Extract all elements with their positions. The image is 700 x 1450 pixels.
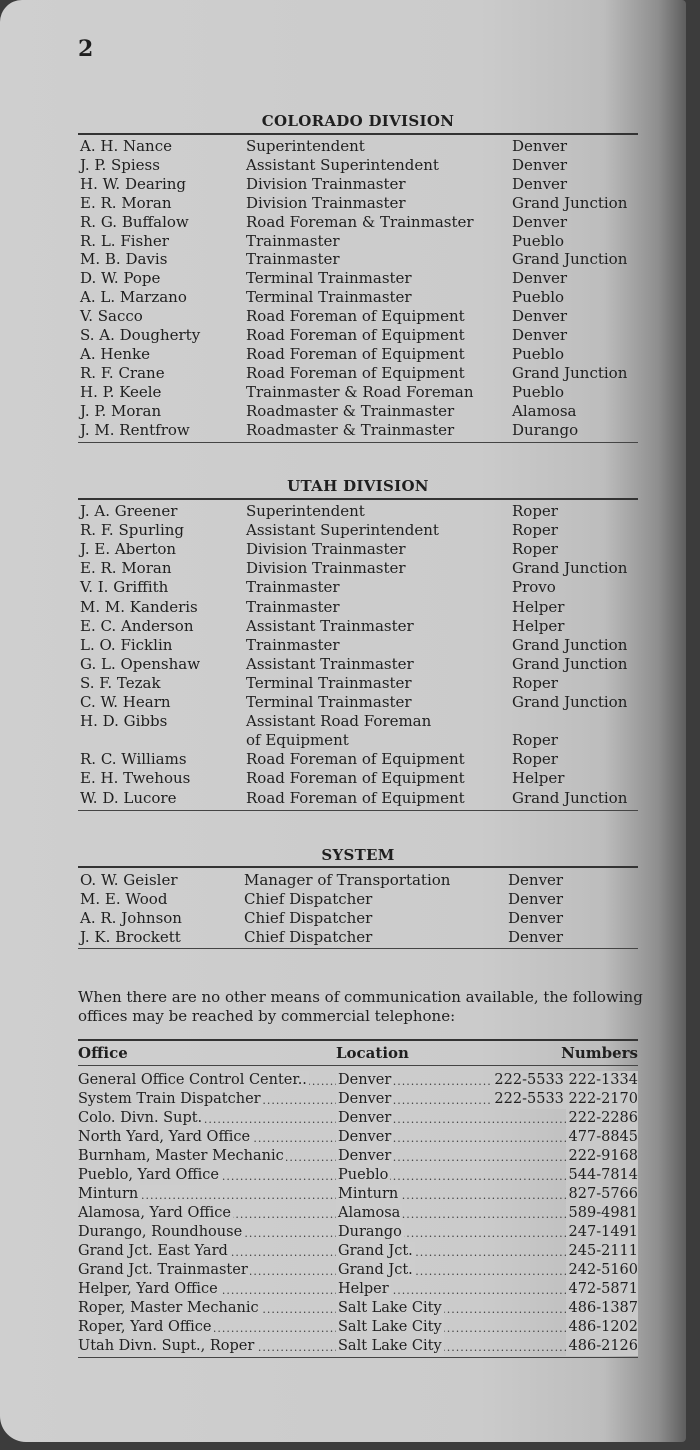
roster-title: Assistant Superintendent	[246, 521, 439, 540]
roster-name: J. P. Moran	[80, 401, 162, 420]
roster-row	[80, 769, 640, 788]
header-location: Location	[336, 1044, 409, 1062]
phone-row	[78, 1280, 638, 1299]
intro-text: When there are no other means of communication available, the following offices may be reached by commercial telephone:	[78, 988, 643, 1025]
roster-name: V. Sacco	[80, 307, 143, 326]
roster-name: M. M. Kanderis	[80, 597, 198, 616]
phone-row	[78, 1109, 638, 1128]
roster-row	[80, 288, 640, 307]
roster-title: Road Foreman of Equipment	[246, 344, 465, 363]
phone-office: Grand Jct. Trainmaster	[78, 1262, 248, 1278]
roster-location: Denver	[512, 155, 568, 174]
system-title: SYSTEM	[321, 846, 395, 864]
phone-office: General Office Control Center..	[78, 1072, 307, 1088]
phone-location: Helper	[338, 1281, 389, 1297]
phone-table-header-rule	[78, 1065, 638, 1066]
roster-location: Roper	[512, 521, 558, 540]
roster-row	[80, 326, 640, 345]
roster-title: Road Foreman of Equipment	[246, 769, 465, 788]
roster-title: Road Foreman of Equipment	[246, 326, 465, 344]
roster-location: Pueblo	[512, 344, 565, 363]
roster-title: Trainmaster & Road Foreman	[246, 382, 474, 401]
roster-name: J. K. Brockett	[80, 928, 181, 946]
phone-row	[78, 1318, 638, 1337]
roster-title: Roadmaster & Trainmaster	[246, 401, 455, 420]
phone-location: Salt Lake City	[338, 1319, 442, 1335]
phone-number: 245-2111	[566, 1242, 638, 1261]
phone-location: Durango	[338, 1224, 402, 1240]
phone-location: Denver	[338, 1148, 392, 1164]
roster-row	[80, 345, 640, 364]
phone-row	[78, 1090, 638, 1109]
phone-location: Salt Lake City	[338, 1338, 442, 1354]
colorado-bottom-rule	[78, 442, 638, 443]
roster-location: Grand Junction	[512, 788, 628, 807]
roster-location: Grand Junction	[512, 693, 628, 711]
roster-location: Helper	[512, 769, 565, 788]
roster-row	[80, 250, 640, 269]
roster-location: Roper	[512, 540, 558, 559]
phone-number: 544-7814	[566, 1166, 638, 1185]
roster-location: Pueblo	[512, 382, 565, 401]
roster-location: Denver	[508, 871, 564, 889]
phone-office: Durango, Roundhouse	[78, 1224, 243, 1240]
phone-location: Denver	[338, 1110, 392, 1126]
phone-row	[78, 1166, 638, 1185]
header-numbers: Numbers	[561, 1044, 638, 1062]
roster-name: V. I. Griffith	[80, 578, 169, 597]
roster-row	[80, 928, 640, 947]
roster-row	[80, 789, 640, 808]
utah-bottom-rule	[78, 810, 638, 811]
roster-name: E. C. Anderson	[80, 616, 194, 635]
roster-row	[80, 909, 640, 928]
roster-location: Roper	[512, 673, 558, 692]
phone-number: 589-4981	[566, 1204, 638, 1223]
phone-number: 486-1387	[566, 1299, 638, 1318]
roster-name: M. E. Wood	[80, 890, 168, 908]
roster-title: Chief Dispatcher	[244, 928, 373, 946]
roster-location: Denver	[512, 137, 568, 155]
phone-row	[78, 1337, 638, 1356]
phone-number: 222-2286	[566, 1109, 638, 1128]
roster-name: E. R. Moran	[80, 559, 172, 578]
roster-name: G. L. Openshaw	[80, 654, 201, 673]
page-number: 2	[78, 36, 94, 62]
roster-row	[80, 194, 640, 213]
roster-title: Manager of Transportation	[244, 871, 451, 889]
utah-top-rule	[78, 498, 638, 500]
roster-row	[80, 578, 640, 597]
roster-row	[80, 655, 640, 674]
phone-office: Roper, Master Mechanic	[78, 1300, 259, 1316]
roster-name: W. D. Lucore	[80, 788, 177, 807]
roster-location: Pueblo	[512, 288, 565, 307]
roster-name: R. F. Spurling	[80, 521, 185, 540]
roster-location: Pueblo	[512, 231, 565, 250]
roster-row	[80, 364, 640, 383]
roster-title: Trainmaster	[246, 578, 340, 597]
roster-location: Denver	[508, 928, 564, 946]
phone-location: Grand Jct.	[338, 1243, 413, 1259]
roster-name: S. F. Tezak	[80, 673, 161, 692]
phone-number: 472-5871	[566, 1280, 638, 1299]
phone-office: Helper, Yard Office	[78, 1281, 218, 1297]
phone-location: Minturn	[338, 1186, 399, 1202]
roster-title: Chief Dispatcher	[244, 890, 373, 908]
roster-title: Road Foreman of Equipment	[246, 788, 465, 807]
roster-location: Denver	[508, 890, 564, 908]
roster-location: Roper	[512, 731, 558, 750]
phone-number: 486-2126	[566, 1337, 638, 1356]
roster-row	[80, 636, 640, 655]
phone-office: Pueblo, Yard Office	[78, 1167, 219, 1183]
phone-office: Minturn	[78, 1186, 139, 1202]
roster-row	[80, 871, 640, 890]
roster-row	[80, 617, 640, 636]
roster-row	[80, 750, 640, 769]
phone-location: Salt Lake City	[338, 1300, 442, 1316]
phone-office: Alamosa, Yard Office	[78, 1205, 231, 1221]
phone-number: 242-5160	[566, 1261, 638, 1280]
roster-title: Roadmaster & Trainmaster	[246, 420, 455, 439]
phone-row	[78, 1242, 638, 1261]
roster-name: R. L. Fisher	[80, 231, 169, 250]
roster-location: Grand Junction	[512, 250, 628, 269]
roster-name: E. H. Twehous	[80, 769, 191, 788]
phone-office: Colo. Divn. Supt.	[78, 1110, 203, 1126]
roster-row	[80, 421, 640, 440]
phone-location: Pueblo	[338, 1167, 389, 1183]
roster-name: R. C. Williams	[80, 750, 187, 769]
phone-row	[78, 1299, 638, 1318]
roster-location: Roper	[512, 750, 558, 769]
roster-location: Alamosa	[512, 401, 577, 420]
roster-name: L. O. Ficklin	[80, 635, 173, 654]
roster-row	[80, 502, 640, 521]
phone-number: 827-5766	[566, 1185, 638, 1204]
roster-location: Denver	[512, 307, 568, 326]
phone-row	[78, 1204, 638, 1223]
roster-title: Assistant Trainmaster	[246, 616, 414, 635]
roster-title: Trainmaster	[246, 635, 340, 654]
roster-title: Division Trainmaster	[246, 540, 406, 559]
phone-row	[78, 1071, 638, 1090]
roster-name: O. W. Geisler	[80, 871, 178, 889]
colorado-division-title: COLORADO DIVISION	[261, 112, 455, 130]
roster-title: Trainmaster	[246, 231, 340, 250]
header-office: Office	[78, 1044, 128, 1062]
roster-name: H. D. Gibbs	[80, 712, 168, 731]
roster-title: Assistant Road Foreman	[246, 712, 432, 731]
roster-location: Provo	[512, 578, 556, 597]
roster-title: Division Trainmaster	[246, 174, 406, 193]
roster-name: A. L. Marzano	[80, 288, 187, 307]
roster-location: Helper	[512, 616, 565, 635]
phone-table-header	[78, 1044, 638, 1064]
phone-office: System Train Dispatcher	[78, 1091, 261, 1107]
roster-name: A. Henke	[80, 344, 150, 363]
roster-title: Division Trainmaster	[246, 193, 406, 212]
roster-row	[80, 598, 640, 617]
roster-name: E. R. Moran	[80, 193, 172, 212]
roster-location: Denver	[512, 269, 568, 288]
phone-office: North Yard, Yard Office	[78, 1129, 251, 1145]
roster-name: J. A. Greener	[80, 502, 178, 520]
roster-row	[80, 890, 640, 909]
phone-row	[78, 1223, 638, 1242]
roster-name: D. W. Pope	[80, 269, 161, 288]
phone-location: Denver	[338, 1091, 392, 1107]
roster-title: Superintendent	[246, 502, 365, 520]
roster-name: M. B. Davis	[80, 250, 168, 269]
phone-number: 222-5533 222-2170	[491, 1090, 638, 1109]
colorado-top-rule	[78, 133, 638, 135]
roster-name: A. R. Johnson	[80, 909, 182, 927]
roster-location: Durango	[512, 420, 579, 439]
phone-number: 477-8845	[566, 1128, 638, 1147]
roster-row	[80, 402, 640, 421]
roster-title: Road Foreman of Equipment	[246, 363, 465, 382]
roster-location: Denver	[508, 909, 564, 927]
roster-name: A. H. Nance	[80, 137, 172, 155]
roster-title: Trainmaster	[246, 250, 340, 269]
roster-row	[80, 213, 640, 232]
phone-office: Grand Jct. East Yard	[78, 1243, 228, 1259]
roster-title: Terminal Trainmaster	[246, 288, 412, 307]
phone-table-top-rule	[78, 1039, 638, 1041]
phone-location: Alamosa	[338, 1205, 401, 1221]
phone-location: Denver	[338, 1072, 392, 1088]
roster-location: Helper	[512, 597, 565, 616]
roster-name: H. W. Dearing	[80, 174, 187, 193]
roster-name: S. A. Dougherty	[80, 326, 201, 344]
phone-location: Denver	[338, 1129, 392, 1145]
roster-title: Superintendent	[246, 137, 365, 155]
roster-title: Assistant Superintendent	[246, 155, 439, 174]
roster-row	[80, 712, 640, 731]
phone-office: Utah Divn. Supt., Roper	[78, 1338, 255, 1354]
roster-title: Chief Dispatcher	[244, 909, 373, 927]
phone-table-bottom-rule	[78, 1357, 638, 1358]
phone-number: 222-9168	[566, 1147, 638, 1166]
roster-location: Grand Junction	[512, 654, 628, 673]
roster-title: Road Foreman of Equipment	[246, 750, 465, 769]
phone-location: Grand Jct.	[338, 1262, 413, 1278]
roster-title: Trainmaster	[246, 597, 340, 616]
roster-location: Denver	[512, 212, 568, 231]
roster-location: Roper	[512, 502, 558, 520]
roster-row	[80, 137, 640, 156]
phone-office: Roper, Yard Office	[78, 1319, 212, 1335]
roster-name: J. E. Aberton	[80, 540, 177, 559]
roster-name: J. P. Spiess	[80, 155, 160, 174]
system-top-rule	[78, 866, 638, 868]
roster-row	[80, 175, 640, 194]
roster-location: Denver	[512, 174, 568, 193]
roster-row	[80, 383, 640, 402]
roster-name: C. W. Hearn	[80, 693, 171, 711]
phone-row	[78, 1128, 638, 1147]
roster-name: H. P. Keele	[80, 382, 162, 401]
roster-row	[80, 540, 640, 559]
roster-location: Grand Junction	[512, 193, 628, 212]
roster-location: Grand Junction	[512, 363, 628, 382]
roster-row	[80, 674, 640, 693]
roster-row	[80, 521, 640, 540]
phone-number: 486-1202	[566, 1318, 638, 1337]
roster-row	[80, 693, 640, 712]
roster-location: Grand Junction	[512, 635, 628, 654]
system-bottom-rule	[78, 948, 638, 949]
phone-number: 247-1491	[566, 1223, 638, 1242]
roster-row	[80, 232, 640, 251]
roster-title: Division Trainmaster	[246, 559, 406, 578]
roster-title: Terminal Trainmaster	[246, 693, 412, 711]
phone-row	[78, 1147, 638, 1166]
roster-title: Terminal Trainmaster	[246, 269, 412, 288]
roster-title: Road Foreman & Trainmaster	[246, 212, 474, 231]
roster-location: Grand Junction	[512, 559, 628, 578]
roster-name: J. M. Rentfrow	[80, 420, 190, 439]
roster-row	[80, 731, 640, 750]
phone-row	[78, 1185, 638, 1204]
roster-title: Assistant Trainmaster	[246, 654, 414, 673]
roster-row	[80, 156, 640, 175]
phone-office: Burnham, Master Mechanic	[78, 1148, 284, 1164]
roster-name: R. F. Crane	[80, 363, 165, 382]
roster-location: Denver	[512, 326, 568, 344]
roster-name: R. G. Buffalow	[80, 212, 189, 231]
roster-row	[80, 269, 640, 288]
phone-number: 222-5533 222-1334	[491, 1071, 638, 1090]
roster-title: of Equipment	[246, 731, 349, 750]
utah-division-title: UTAH DIVISION	[287, 477, 429, 495]
roster-title: Road Foreman of Equipment	[246, 307, 465, 326]
phone-row	[78, 1261, 638, 1280]
roster-row	[80, 559, 640, 578]
roster-title: Terminal Trainmaster	[246, 673, 412, 692]
roster-row	[80, 307, 640, 326]
